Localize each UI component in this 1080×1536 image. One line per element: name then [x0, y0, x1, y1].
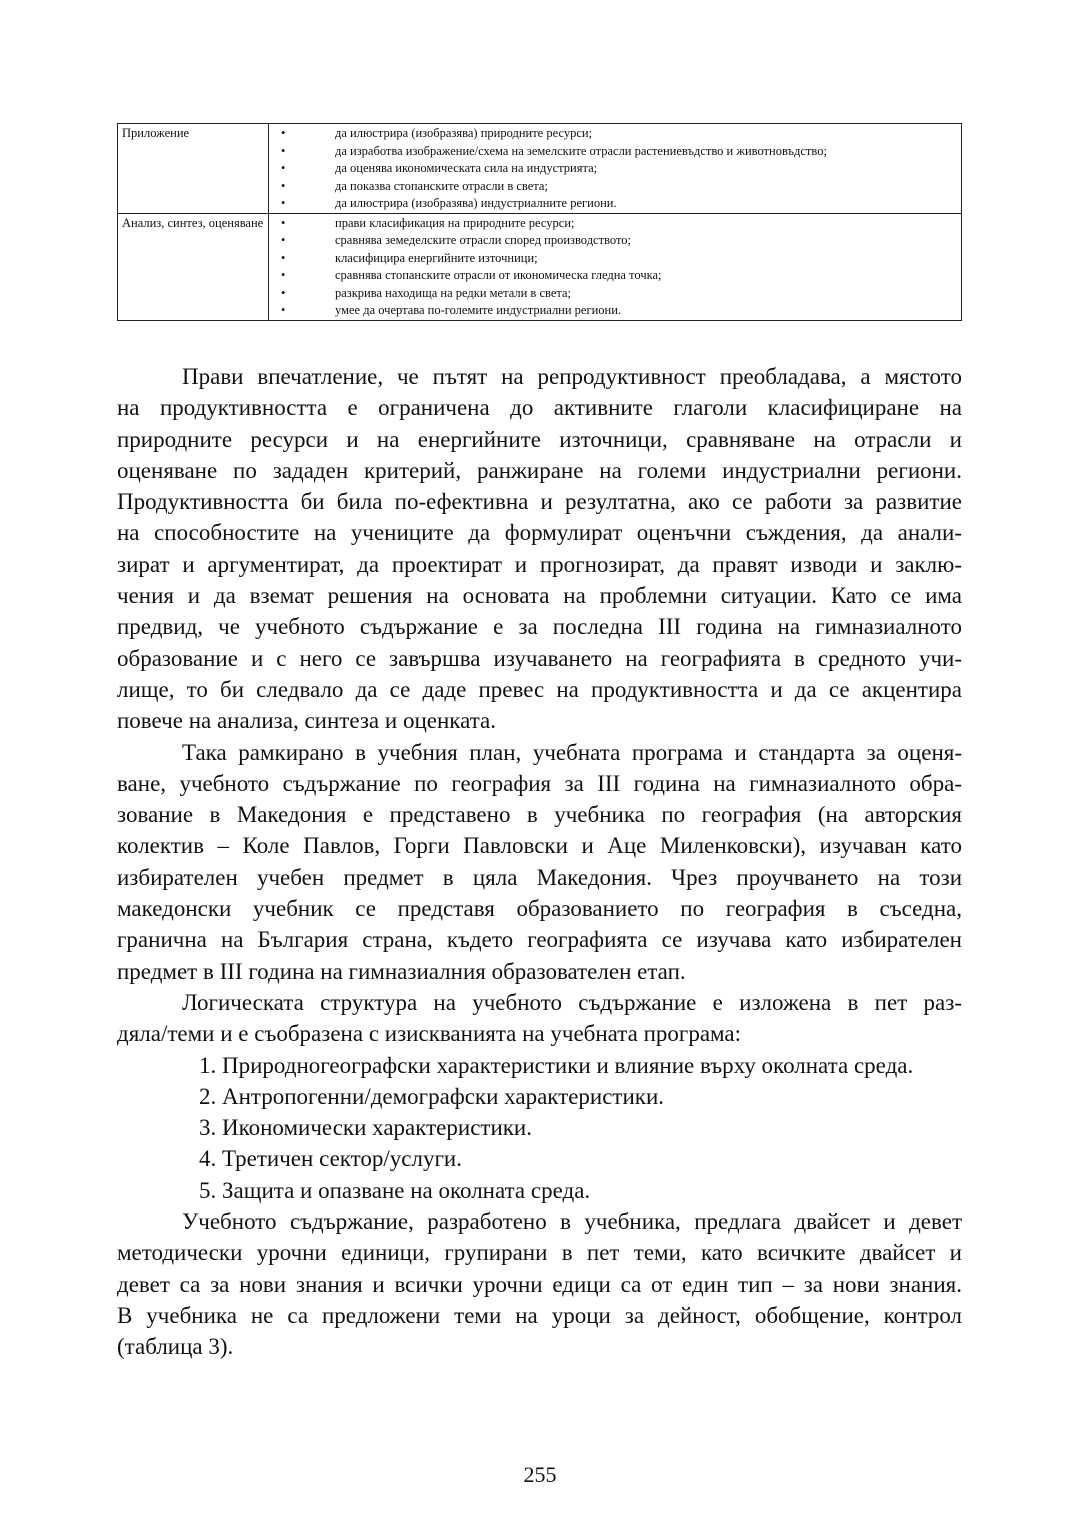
bullet-icon: •	[281, 161, 286, 175]
text-line: зование в Македония е представено в учебника по география (на авторския	[117, 802, 962, 828]
objective-text: да изработва изображение/схема на земелските отрасли растениевъдство и животновъдство;	[335, 143, 827, 158]
page-number: 255	[523, 1462, 557, 1487]
objective-text: да оценява икономическата сила на индустрията;	[335, 161, 598, 175]
list-item: 5. Защита и опазване на околната среда.	[199, 1177, 591, 1203]
objective-text: прави класификация на природните ресурси;	[335, 215, 575, 230]
text-line: образование и с него се завършва изучаването на географията в средното учи-	[117, 645, 962, 671]
table-row	[118, 213, 962, 320]
text-line: чения и да вземат решения на основата на проблемни ситуации. Като се има	[117, 583, 962, 609]
text-line: ване, учебното съдържание по география за III година на гимназиалното обра-	[117, 770, 962, 796]
objective-item	[273, 215, 957, 233]
list-item: 3. Икономически характеристики.	[199, 1115, 532, 1141]
objective-text: да показва стопанските отрасли в света;	[335, 178, 548, 193]
text-line: оценяване по зададен критерий, ранжиране на големи индустриални региони.	[117, 457, 962, 483]
numbered-list	[117, 1050, 962, 1206]
text-line: (таблица 3).	[117, 1334, 234, 1360]
paragraph	[117, 987, 962, 1050]
objective-item	[273, 250, 957, 268]
text-line: дяла/теми и е съобразена с изискванията на учебната програма:	[117, 1021, 742, 1047]
paragraph	[117, 361, 962, 737]
objective-text: сравнява земеделските отрасли според производството;	[335, 233, 631, 247]
bullet-icon: •	[281, 303, 286, 317]
text-line: методически урочни единици, групирани в пет теми, като всичките двайсет и	[117, 1240, 962, 1266]
bullet-icon: •	[281, 143, 286, 158]
list-item: 2. Антропогенни/демографски характеристики.	[199, 1083, 665, 1109]
text-line: Прави впечатление, че пътят на репродуктивност преобладава, а мястото	[182, 364, 962, 389]
text-line: Продуктивността би била по-ефективна и резултатна, ако се работи за развитие	[117, 489, 962, 515]
objective-text: умее да очертава по-големите индустриални региони.	[335, 303, 622, 317]
bullet-icon: •	[281, 196, 286, 210]
objective-text: да илюстрира (изобразява) природните ресурси;	[335, 126, 593, 140]
row-objectives	[269, 213, 962, 320]
objective-text: да илюстрира (изобразява) индустриалните региони.	[335, 196, 617, 210]
text-line: зират и аргументират, да проектират и прогнозират, да правят изводи и заклю-	[117, 551, 962, 577]
list-item: 1. Природногеографски характеристики и влияние върху околната среда.	[199, 1052, 914, 1078]
bullet-icon: •	[281, 285, 286, 300]
text-line: повече на анализа, синтеза и оценката.	[117, 708, 496, 734]
objective-item	[273, 125, 957, 143]
text-line: избирателен учебен предмет в цяла Македония. Чрез проучването на този	[117, 864, 962, 890]
bullet-icon: •	[281, 215, 286, 230]
objective-item	[273, 143, 957, 161]
objective-item	[273, 232, 957, 250]
text-line: предвид, че учебното съдържание е за последна III година на гимназиалното	[117, 614, 962, 640]
list-item: 4. Третичен сектор/услуги.	[199, 1146, 462, 1172]
bullet-icon: •	[281, 268, 286, 282]
bullet-icon: •	[281, 250, 286, 265]
text-line: македонски учебник се представя образованието по география в съседна,	[117, 896, 962, 922]
paragraph	[117, 1206, 962, 1362]
bullet-icon: •	[281, 126, 286, 140]
objective-item	[273, 195, 957, 213]
text-line: природните ресурси и на енергийните източници, сравняване на отрасли и	[117, 426, 962, 452]
objective-item	[273, 267, 957, 285]
text-line: Логическата структура на учебното съдържание е изложена в пет раз-	[182, 989, 962, 1015]
objective-text: класифицира енергийните източници;	[335, 250, 538, 265]
text-line: девет са за нови знания и всички урочни едици са от един тип – за нови знания.	[117, 1271, 962, 1297]
bullet-icon: •	[281, 233, 286, 247]
text-line: Така рамкирано в учебния план, учебната програма и стандарта за оценя-	[182, 739, 962, 765]
objective-item	[273, 160, 957, 178]
row-objectives	[269, 124, 962, 214]
text-line: Учебното съдържание, разработено в учебника, предлага двайсет и девет	[182, 1209, 962, 1235]
paragraph	[117, 737, 962, 987]
bullet-icon: •	[281, 178, 286, 193]
objective-item	[273, 285, 957, 303]
text-line: лище, то би следвало да се даде превес на продуктивността и да се акцентира	[117, 676, 962, 702]
row-category: Приложение	[118, 124, 269, 214]
text-line: на способностите на учениците да формулират оценъчни съждения, да анали-	[117, 520, 962, 546]
row-category: Анализ, синтез, оценяване	[118, 213, 269, 320]
objective-list	[273, 125, 957, 213]
text-line: колектив – Коле Павлов, Горги Павловски и Аце Миленковски), изучаван като	[117, 833, 962, 859]
table-row	[118, 124, 962, 214]
text-line: предмет в III година на гимназиалния образователен етап.	[117, 958, 686, 984]
objective-list	[273, 215, 957, 320]
objectives-table	[117, 123, 962, 321]
body-text	[117, 361, 962, 1363]
objective-text: разкрива находища на редки метали в света;	[335, 285, 572, 300]
text-line: В учебника не са предложени теми на уроци за дейност, обобщение, контрол	[117, 1302, 962, 1328]
objective-item	[273, 302, 957, 320]
text-line: на продуктивността е ограничена до активните глаголи класифициране на	[117, 395, 962, 421]
objective-item	[273, 178, 957, 196]
objective-text: сравнява стопанските отрасли от икономическа гледна точка;	[335, 268, 662, 282]
text-line: гранична на България страна, където географията се изучава като избирателен	[117, 927, 962, 953]
